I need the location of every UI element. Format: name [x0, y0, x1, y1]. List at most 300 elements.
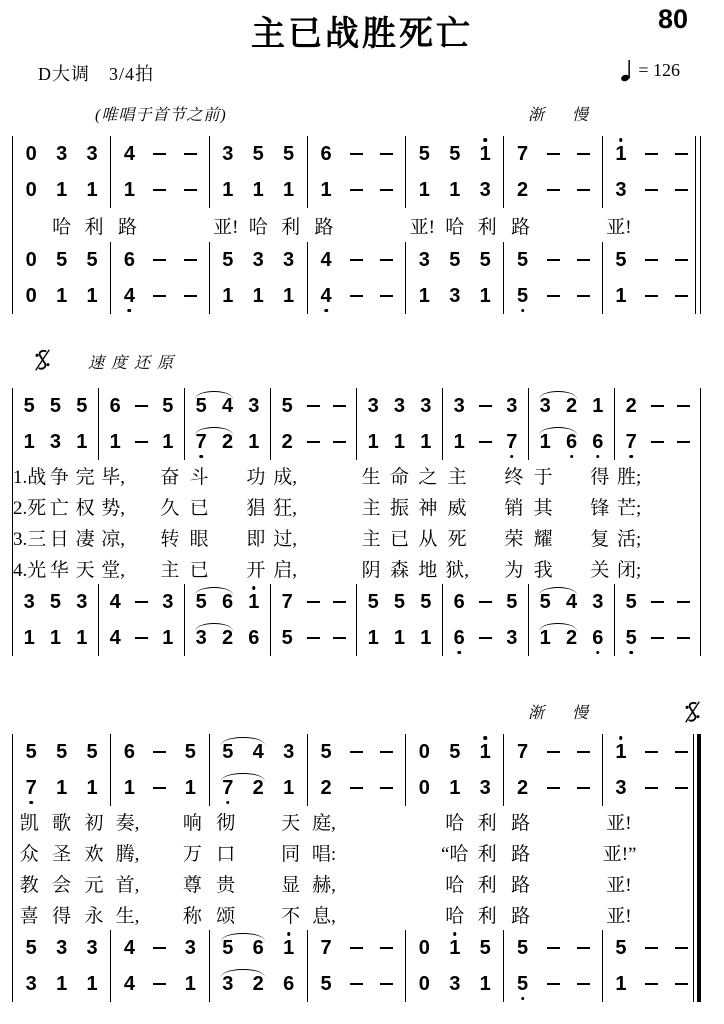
lyric-syllable: 振	[389, 498, 409, 519]
note: 1	[592, 395, 604, 417]
note-cell	[667, 172, 697, 208]
measure-notes	[615, 388, 700, 424]
note: 5	[281, 627, 293, 649]
lyric-syllable	[557, 491, 585, 522]
lyric-syllable: 神	[418, 498, 438, 519]
duration-dash	[645, 259, 658, 262]
measure-notes	[210, 172, 307, 208]
lower-voice-row	[13, 424, 98, 460]
lower-voice-row	[210, 278, 307, 314]
note-cell	[241, 620, 267, 656]
upper-voice-row	[13, 930, 110, 966]
lyric-syllable	[635, 868, 667, 899]
note: 5	[517, 249, 529, 271]
ritardando-label-bottom: 渐 慢	[528, 705, 601, 722]
note-cell	[558, 620, 584, 656]
duration-dash	[479, 441, 492, 444]
lyric-measure	[603, 837, 700, 868]
lower-voice-row	[271, 620, 356, 656]
lyric-syllable: 显	[281, 875, 301, 896]
note-cell	[470, 734, 500, 770]
lyric-syllable: 歌	[52, 813, 72, 834]
lower-voice-row	[504, 966, 601, 1002]
note-cell	[618, 388, 644, 424]
upper-voice-row	[603, 734, 700, 770]
note-cell	[42, 584, 68, 620]
lower-voice-row	[504, 278, 601, 314]
lyric-syllable	[242, 899, 274, 930]
note-cell	[300, 424, 326, 460]
measure-notes	[13, 584, 98, 620]
lyric-syllable: 响	[182, 813, 202, 834]
note: 4	[320, 249, 332, 271]
lyric-syllable	[569, 899, 601, 930]
note-cell	[273, 930, 303, 966]
measure-notes	[603, 930, 700, 966]
lyric-syllable: 势,	[101, 498, 126, 519]
lyric-syllable	[373, 208, 405, 242]
note: 5	[222, 741, 234, 763]
lyric-syllable: 生,	[115, 906, 140, 927]
note: 1	[539, 431, 551, 453]
lyric-syllable: 荣	[504, 529, 524, 550]
lyric-syllable: 哈	[248, 216, 268, 238]
note: 0	[418, 741, 430, 763]
lyric-measure	[99, 460, 185, 491]
lyric-syllable: 主	[361, 529, 381, 550]
lyric-measure	[406, 899, 504, 930]
upper-voice-row	[357, 388, 442, 424]
segno-icon	[684, 700, 701, 724]
measure	[13, 136, 111, 208]
note: 1	[539, 627, 551, 649]
voice-pair	[13, 242, 700, 314]
voice-pair	[13, 734, 700, 806]
note: 7	[281, 591, 293, 613]
measure-notes	[111, 734, 208, 770]
note-cell	[311, 734, 341, 770]
note-cell	[327, 620, 353, 656]
note-cell	[507, 734, 537, 770]
measure-notes	[99, 424, 184, 460]
lyric-syllable	[340, 208, 372, 242]
note-cell	[175, 172, 205, 208]
note-cell	[360, 388, 386, 424]
note: 7	[625, 431, 637, 453]
note: 5	[222, 249, 234, 271]
note-cell	[472, 388, 498, 424]
duration-dash	[577, 983, 590, 986]
lyric-syllable: 万	[182, 844, 202, 865]
lyric-syllable: 日	[49, 529, 69, 550]
duration-dash	[307, 405, 320, 408]
note-cell	[446, 388, 472, 424]
duration-dash	[645, 153, 658, 156]
tempo-marking	[621, 58, 680, 82]
measure	[443, 388, 529, 460]
duration-dash	[645, 751, 658, 754]
lyric-syllable: 已	[189, 560, 209, 581]
note-cell	[16, 770, 46, 806]
lyric-syllable: 天	[75, 560, 95, 581]
measure	[406, 136, 504, 208]
note-cell	[507, 966, 537, 1002]
upper-voice-row	[271, 584, 356, 620]
lower-voice-row	[111, 770, 208, 806]
lyric-measure	[13, 491, 99, 522]
measure-notes	[615, 424, 700, 460]
note-cell	[274, 620, 300, 656]
note: 3	[453, 395, 465, 417]
lower-voice-row	[308, 966, 405, 1002]
note-cell	[386, 388, 412, 424]
note-cell	[273, 278, 303, 314]
note: 0	[25, 179, 37, 201]
note-cell	[636, 770, 666, 806]
lyric-measure	[406, 868, 504, 899]
lyric-syllable: 功	[246, 467, 266, 488]
lyric-measure	[111, 208, 209, 242]
lyric-syllable: 即	[246, 529, 266, 550]
lyric-measure	[13, 806, 111, 837]
lyric-line	[13, 491, 700, 522]
note-cell	[470, 930, 500, 966]
note-cell	[413, 388, 439, 424]
note-cell	[273, 966, 303, 1002]
lower-voice-row	[210, 172, 307, 208]
lyric-syllable: 狂,	[273, 498, 298, 519]
upper-voice-row	[308, 136, 405, 172]
duration-dash	[380, 787, 393, 790]
lyric-syllable: 奏,	[115, 813, 140, 834]
duration-dash	[333, 441, 346, 444]
lyric-measure	[357, 553, 443, 584]
note-cell	[175, 930, 205, 966]
slur-group	[532, 584, 585, 620]
note-cell	[636, 136, 666, 172]
note-cell	[241, 424, 267, 460]
lyric-syllable	[471, 522, 499, 553]
measure-notes	[185, 584, 270, 620]
note-cell	[128, 424, 154, 460]
note: 6	[592, 431, 604, 453]
note-cell	[568, 136, 598, 172]
note-cell	[386, 620, 412, 656]
upper-voice-row	[99, 584, 184, 620]
lyric-measure	[406, 208, 504, 242]
duration-dash	[380, 295, 393, 298]
duration-dash	[153, 787, 166, 790]
measure-notes	[99, 388, 184, 424]
lyric-measure	[357, 460, 443, 491]
lyric-measure	[603, 868, 700, 899]
lyric-syllable: 久	[160, 498, 180, 519]
duration-dash	[547, 983, 560, 986]
note-cell	[341, 734, 371, 770]
note: 1	[23, 431, 35, 453]
lyric-measure	[308, 208, 406, 242]
lower-voice-row	[111, 278, 208, 314]
measure	[111, 136, 209, 208]
duration-dash	[675, 295, 688, 298]
note-cell	[243, 770, 273, 806]
measure	[615, 388, 700, 460]
note-cell	[341, 930, 371, 966]
note: 5	[615, 937, 627, 959]
measure-notes	[615, 584, 700, 620]
note-cell	[175, 278, 205, 314]
note: 3	[86, 937, 98, 959]
duration-dash	[307, 441, 320, 444]
note-cell	[214, 584, 240, 620]
measure-notes	[210, 734, 307, 770]
ritardando-header	[0, 700, 724, 724]
lyric-syllable: 路	[117, 216, 137, 238]
lyric-syllable: 哈	[52, 216, 72, 238]
lyric-syllable: 4.光	[13, 560, 47, 581]
note-cell	[440, 770, 470, 806]
note: 1	[184, 777, 196, 799]
note-cell	[636, 172, 666, 208]
note-cell	[155, 620, 181, 656]
note: 1	[393, 627, 406, 649]
duration-dash	[577, 295, 590, 298]
lyric-syllable: 耀	[533, 529, 553, 550]
note: 1	[283, 937, 295, 959]
note: 5	[449, 741, 461, 763]
lyric-measure	[357, 491, 443, 522]
duration-dash	[675, 751, 688, 754]
note-cell	[77, 136, 107, 172]
duration-dash	[153, 295, 166, 298]
lyric-syllable: 已	[389, 529, 409, 550]
lower-voice-row	[13, 172, 110, 208]
note: 2	[565, 627, 578, 649]
note: 5	[449, 249, 461, 271]
lyric-measure	[357, 522, 443, 553]
lyric-syllable: 利	[477, 906, 497, 927]
note-cell	[585, 620, 611, 656]
lyric-measure	[111, 868, 209, 899]
measure-notes	[13, 424, 98, 460]
note-cell	[46, 930, 76, 966]
lyric-syllable	[406, 899, 438, 930]
measure-notes	[504, 136, 601, 172]
note: 7	[195, 431, 207, 453]
lyric-measure	[210, 208, 308, 242]
note-cell	[372, 278, 402, 314]
music-system-1	[12, 136, 700, 314]
note: 7	[517, 741, 529, 763]
note: 0	[418, 777, 430, 799]
upper-voice-row	[308, 734, 405, 770]
duration-dash	[577, 259, 590, 262]
note-cell	[440, 172, 470, 208]
lyric-syllable	[537, 806, 569, 837]
note: 2	[517, 179, 529, 201]
slur-group	[532, 388, 585, 424]
lyric-syllable	[127, 553, 155, 584]
note: 0	[418, 973, 430, 995]
note-cell	[16, 388, 42, 424]
note-cell	[145, 278, 175, 314]
lyric-syllable: 成,	[273, 467, 298, 488]
note: 5	[25, 741, 37, 763]
note: 0	[25, 285, 37, 307]
measure-notes	[271, 620, 356, 656]
note-cell	[360, 620, 386, 656]
lyric-syllable: 唱:	[311, 844, 337, 865]
duration-dash	[184, 153, 197, 156]
note: 7	[517, 143, 529, 165]
lyric-syllable: 天	[281, 813, 301, 834]
note-cell	[243, 930, 273, 966]
lyric-syllable: 路	[511, 813, 531, 834]
lyric-syllable	[340, 837, 372, 868]
note: 6	[123, 741, 136, 763]
lyric-syllable: 我	[533, 560, 553, 581]
duration-dash	[675, 189, 688, 192]
upper-voice-row	[504, 930, 601, 966]
note: 3	[449, 285, 461, 307]
lyric-syllable: 利	[477, 813, 497, 834]
lyric-line	[13, 837, 700, 868]
measure-notes	[504, 734, 601, 770]
lyric-measure	[504, 806, 602, 837]
measure-notes	[603, 172, 700, 208]
lyric-measure	[603, 899, 700, 930]
lower-voice-row	[111, 172, 208, 208]
note-cell	[440, 242, 470, 278]
note: 1	[56, 973, 68, 995]
note: 0	[418, 937, 430, 959]
lyric-measure	[603, 208, 700, 242]
note: 6	[565, 431, 578, 453]
measure-notes	[603, 136, 700, 172]
lyric-syllable: 完	[75, 467, 95, 488]
lower-voice-row	[406, 966, 503, 1002]
lyric-syllable: 闭;	[617, 560, 642, 581]
note-cell	[102, 424, 128, 460]
lyric-measure	[529, 522, 615, 553]
voice-pair	[13, 584, 700, 656]
duration-dash	[675, 259, 688, 262]
lyric-syllable	[569, 208, 601, 242]
lyric-measure	[99, 522, 185, 553]
measure-notes	[603, 734, 700, 770]
note-cell	[644, 388, 670, 424]
duration-dash	[380, 947, 393, 950]
lyric-syllable	[213, 460, 241, 491]
duration-dash	[153, 153, 166, 156]
lyric-syllable	[406, 837, 438, 868]
lyric-syllable	[557, 460, 585, 491]
voice-pair	[13, 388, 700, 460]
note: 1	[248, 591, 260, 613]
note: 4	[123, 973, 136, 995]
note-cell	[372, 136, 402, 172]
note-cell	[409, 930, 439, 966]
measure	[308, 136, 406, 208]
lyric-syllable: 已	[189, 498, 209, 519]
note: 5	[49, 591, 62, 613]
lyric-measure	[406, 837, 504, 868]
lower-voice-row	[603, 172, 700, 208]
note-cell	[214, 424, 240, 460]
lyric-measure	[504, 899, 602, 930]
note-cell	[606, 136, 636, 172]
lyric-syllable: 利	[84, 216, 104, 238]
note: 5	[195, 395, 207, 417]
measure	[504, 734, 602, 806]
note-cell	[472, 620, 498, 656]
duration-dash	[380, 751, 393, 754]
duration-dash	[135, 637, 148, 640]
duration-dash	[577, 189, 590, 192]
note: 5	[25, 937, 37, 959]
note: 5	[479, 249, 491, 271]
lyric-measure	[210, 806, 308, 837]
duration-dash	[380, 189, 393, 192]
measure	[529, 584, 615, 656]
lyric-syllable: 堂,	[101, 560, 126, 581]
lyric-syllable: 利	[477, 875, 497, 896]
duration-dash	[135, 601, 148, 604]
measure-notes	[13, 278, 110, 314]
note: 1	[283, 285, 295, 307]
note: 4	[123, 143, 136, 165]
note-cell	[470, 136, 500, 172]
measure-notes	[210, 770, 307, 806]
duration-dash	[677, 637, 690, 640]
lyric-measure	[111, 837, 209, 868]
measure-notes	[615, 620, 700, 656]
note: 5	[625, 591, 637, 613]
measure-notes	[308, 242, 405, 278]
lyric-syllable: 亚!	[606, 216, 632, 238]
note-cell	[636, 966, 666, 1002]
lower-voice-row	[210, 770, 307, 806]
note-cell	[327, 584, 353, 620]
note: 6	[109, 395, 121, 417]
note-cell	[214, 388, 240, 424]
lyric-measure	[308, 806, 406, 837]
upper-voice-row	[406, 136, 503, 172]
segno-icon	[34, 348, 51, 372]
lyric-syllable: 胜;	[617, 467, 642, 488]
lyric-syllable: 斗	[189, 467, 209, 488]
note-cell	[145, 966, 175, 1002]
lyric-syllable	[672, 522, 700, 553]
duration-dash	[184, 189, 197, 192]
voice-pair	[13, 930, 700, 1002]
upper-voice-row	[210, 930, 307, 966]
note-cell	[538, 172, 568, 208]
note-cell	[413, 584, 439, 620]
lyric-measure	[271, 553, 357, 584]
lyric-line	[13, 806, 700, 837]
note-cell	[538, 930, 568, 966]
duration-dash	[135, 441, 148, 444]
note: 5	[517, 937, 529, 959]
lyric-syllable: 2.死	[13, 498, 47, 519]
lyric-syllable: 教	[19, 875, 39, 896]
note-cell	[114, 136, 144, 172]
slur-group	[213, 770, 274, 806]
note: 3	[393, 395, 406, 417]
lower-voice-row	[308, 278, 405, 314]
note-cell	[644, 424, 670, 460]
